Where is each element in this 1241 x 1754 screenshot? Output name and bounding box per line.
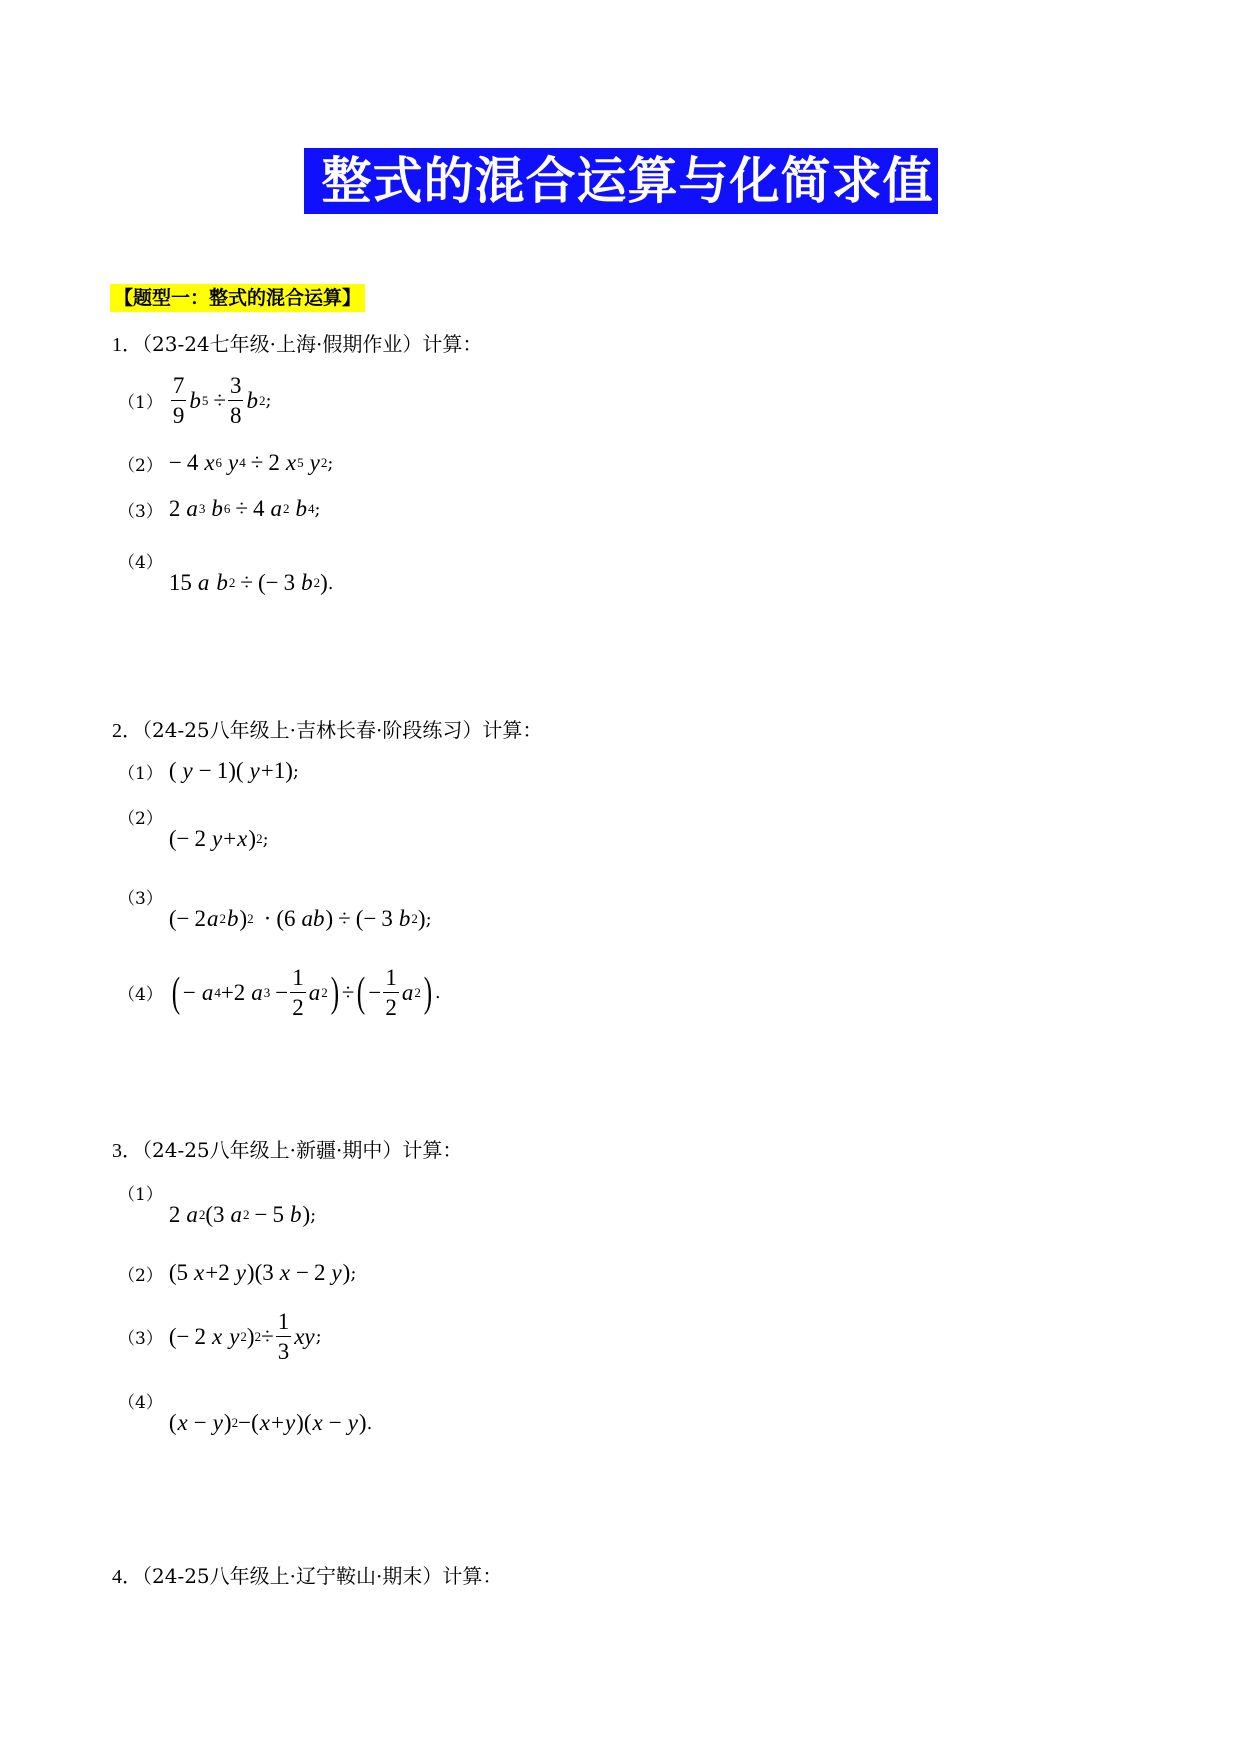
q1-part-4	[118, 553, 334, 596]
part-label: （1）	[118, 393, 163, 413]
math-expression: − 4 x 6 y 4 ÷ 2 x 5 y 2 ;	[168, 450, 334, 475]
part-label: （3）	[118, 1329, 163, 1349]
part-label: （1）	[118, 1185, 163, 1205]
question-source: （24-25八年级上·新疆·期中）计算：	[142, 1138, 463, 1162]
q1-part-2	[118, 450, 333, 476]
q2-part-1	[118, 758, 299, 784]
title-banner	[0, 148, 1241, 214]
question-number: 2．	[112, 720, 142, 742]
part-label: （4）	[118, 1393, 163, 1413]
question-2	[112, 716, 542, 745]
math-expression: ( y − 1)( y +1) ;	[168, 758, 299, 783]
question-source: （24-25八年级上·辽宁鞍山·期末）计算：	[142, 1564, 503, 1588]
math-expression: (5 x +2 y )(3 x − 2 y ) ;	[168, 1260, 357, 1285]
question-number: 3．	[112, 1140, 142, 1162]
part-label: （2）	[118, 1265, 163, 1286]
math-expression: 2 a 2 (3 a 2 − 5 b ) ;	[168, 1202, 317, 1227]
math-expression: ( x − y ) 2 −( x + y )( x − y ) .	[168, 1410, 373, 1435]
q3-part-1	[118, 1185, 317, 1228]
page-title: 整式的混合运算与化简求值	[304, 148, 938, 214]
question-source: （24-25八年级上·吉林长春·阶段练习）计算：	[142, 718, 543, 742]
q3-part-3	[118, 1310, 322, 1363]
question-1	[112, 330, 482, 359]
q2-part-3	[118, 889, 432, 932]
math-expression: 15 a b 2 ÷ (− 3 b 2 ) .	[168, 570, 334, 595]
question-number: 4．	[112, 1566, 142, 1588]
part-label: （2）	[118, 455, 163, 476]
part-label: （4）	[118, 553, 163, 573]
q2-part-4	[118, 966, 441, 1019]
q3-part-4	[118, 1393, 373, 1436]
part-label: （4）	[118, 985, 163, 1005]
part-label: （3）	[118, 889, 163, 909]
part-label: （2）	[118, 809, 163, 829]
q1-part-3	[118, 496, 321, 522]
question-4	[112, 1562, 502, 1591]
q3-part-2	[118, 1260, 356, 1286]
part-label: （1）	[118, 763, 163, 784]
part-label: （3）	[118, 501, 163, 522]
math-expression: 2 a 3 b 6 ÷ 4 a 2 b 4 ;	[168, 496, 321, 521]
math-expression: (− 2 a 2 b ) 2 · (6 ab ) ÷ (− 3 b 2 ) ;	[168, 906, 432, 931]
math-expression: $\frac{7}{9}$ b 5 ÷ $\frac{3}{8}$ b 2 ;	[172, 373, 272, 428]
question-number: 1．	[112, 334, 142, 356]
question-source: （23-24七年级·上海·假期作业）计算：	[142, 332, 483, 356]
q2-part-2	[118, 809, 269, 852]
section-heading: 【题型一：整式的混合运算】	[110, 284, 365, 312]
math-expression: (− 2 y + x ) 2 ;	[168, 826, 269, 851]
math-expression: (− 2 x y 2 ) 2 ÷ $\frac{1}{3}$ xy ;	[168, 1309, 322, 1364]
math-expression: ( − a 4 +2 a 3 − $\frac{1}{2}$ a 2 ) ÷ ( − $\frac{1}{2}$ a 2 ) .	[171, 965, 441, 1020]
question-3	[112, 1136, 462, 1165]
q1-part-1	[118, 374, 272, 427]
